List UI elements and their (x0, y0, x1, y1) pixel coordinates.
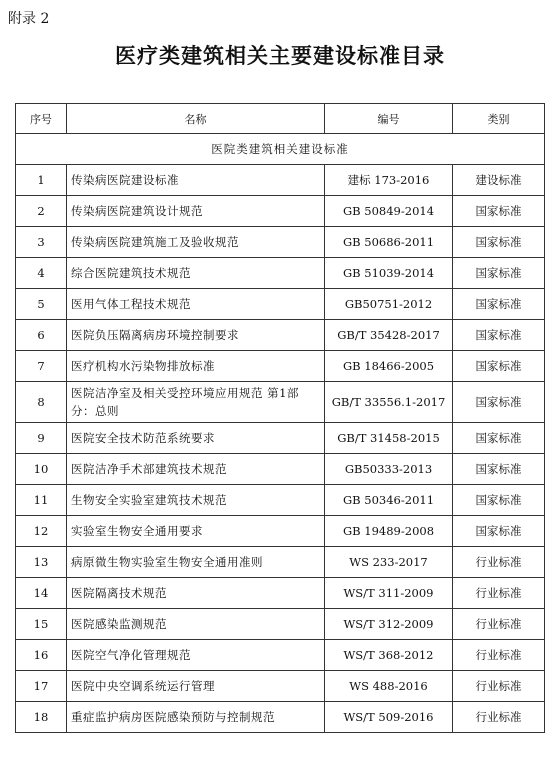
cell-name: 传染病医院建筑设计规范 (67, 196, 325, 227)
cell-code: 建标 173-2016 (325, 165, 453, 196)
table-row (16, 702, 545, 733)
cell-name: 医院洁净手术部建筑技术规范 (67, 454, 325, 485)
cell-no: 6 (16, 320, 67, 351)
cell-type: 国家标准 (453, 258, 545, 289)
cell-no: 8 (16, 382, 67, 423)
cell-code: WS/T 368-2012 (325, 640, 453, 671)
cell-name: 病原微生物实验室生物安全通用准则 (67, 547, 325, 578)
table-row (16, 578, 545, 609)
section-row (16, 134, 545, 165)
cell-code: GB50333-2013 (325, 454, 453, 485)
cell-code: WS 488-2016 (325, 671, 453, 702)
table-row (16, 289, 545, 320)
cell-name: 综合医院建筑技术规范 (67, 258, 325, 289)
cell-name: 医院安全技术防范系统要求 (67, 423, 325, 454)
table-row (16, 454, 545, 485)
cell-code: WS/T 509-2016 (325, 702, 453, 733)
table-row (16, 165, 545, 196)
cell-type: 国家标准 (453, 196, 545, 227)
table-row (16, 351, 545, 382)
cell-name: 医院感染监测规范 (67, 609, 325, 640)
cell-name: 医院中央空调系统运行管理 (67, 671, 325, 702)
cell-type: 建设标准 (453, 165, 545, 196)
cell-code: GB/T 31458-2015 (325, 423, 453, 454)
cell-code: GB/T 35428-2017 (325, 320, 453, 351)
table-row (16, 258, 545, 289)
cell-type: 国家标准 (453, 320, 545, 351)
cell-no: 2 (16, 196, 67, 227)
table-body (16, 134, 545, 733)
cell-code: GB 18466-2005 (325, 351, 453, 382)
cell-name: 医院隔离技术规范 (67, 578, 325, 609)
cell-type: 国家标准 (453, 351, 545, 382)
cell-code: GB 19489-2008 (325, 516, 453, 547)
table-row (16, 640, 545, 671)
cell-no: 18 (16, 702, 67, 733)
header-code: 编号 (325, 104, 453, 134)
document-title: 医疗类建筑相关主要建设标准目录 (115, 44, 445, 68)
cell-type: 国家标准 (453, 454, 545, 485)
cell-code: WS/T 312-2009 (325, 609, 453, 640)
cell-no: 16 (16, 640, 67, 671)
cell-name: 生物安全实验室建筑技术规范 (67, 485, 325, 516)
table-row (16, 320, 545, 351)
cell-no: 7 (16, 351, 67, 382)
cell-code: WS/T 311-2009 (325, 578, 453, 609)
cell-no: 4 (16, 258, 67, 289)
table-header-row (16, 104, 545, 134)
table-row (16, 671, 545, 702)
cell-no: 3 (16, 227, 67, 258)
cell-no: 17 (16, 671, 67, 702)
cell-type: 国家标准 (453, 423, 545, 454)
cell-no: 1 (16, 165, 67, 196)
cell-code: WS 233-2017 (325, 547, 453, 578)
cell-type: 国家标准 (453, 382, 545, 423)
cell-code: GB 51039-2014 (325, 258, 453, 289)
cell-name: 实验室生物安全通用要求 (67, 516, 325, 547)
cell-no: 9 (16, 423, 67, 454)
cell-name: 医院洁净室及相关受控环境应用规范 第1部分：总则 (67, 382, 325, 423)
cell-type: 国家标准 (453, 227, 545, 258)
cell-type: 国家标准 (453, 485, 545, 516)
cell-no: 13 (16, 547, 67, 578)
cell-type: 行业标准 (453, 702, 545, 733)
cell-name: 医疗机构水污染物排放标准 (67, 351, 325, 382)
table-row (16, 516, 545, 547)
cell-type: 行业标准 (453, 547, 545, 578)
cell-no: 5 (16, 289, 67, 320)
section-label: 医院类建筑相关建设标准 (16, 134, 545, 165)
table-row (16, 547, 545, 578)
cell-type: 国家标准 (453, 516, 545, 547)
appendix-label: 附录 2 (8, 11, 50, 27)
cell-type: 国家标准 (453, 289, 545, 320)
cell-name: 医用气体工程技术规范 (67, 289, 325, 320)
cell-code: GB/T 33556.1-2017 (325, 382, 453, 423)
header-no: 序号 (16, 104, 67, 134)
cell-name: 医院负压隔离病房环境控制要求 (67, 320, 325, 351)
table-row (16, 423, 545, 454)
cell-name: 传染病医院建设标准 (67, 165, 325, 196)
cell-no: 14 (16, 578, 67, 609)
header-type: 类别 (453, 104, 545, 134)
cell-name: 传染病医院建筑施工及验收规范 (67, 227, 325, 258)
cell-name: 医院空气净化管理规范 (67, 640, 325, 671)
cell-name: 重症监护病房医院感染预防与控制规范 (67, 702, 325, 733)
header-name: 名称 (67, 104, 325, 134)
cell-no: 11 (16, 485, 67, 516)
cell-type: 行业标准 (453, 640, 545, 671)
table-row (16, 382, 545, 423)
cell-code: GB 50346-2011 (325, 485, 453, 516)
standards-table (15, 103, 545, 733)
cell-type: 行业标准 (453, 578, 545, 609)
table-row (16, 227, 545, 258)
table-row (16, 609, 545, 640)
table-row (16, 196, 545, 227)
cell-no: 12 (16, 516, 67, 547)
cell-type: 行业标准 (453, 671, 545, 702)
table-row (16, 485, 545, 516)
cell-type: 行业标准 (453, 609, 545, 640)
cell-code: GB 50849-2014 (325, 196, 453, 227)
cell-no: 10 (16, 454, 67, 485)
cell-code: GB50751-2012 (325, 289, 453, 320)
cell-no: 15 (16, 609, 67, 640)
cell-code: GB 50686-2011 (325, 227, 453, 258)
